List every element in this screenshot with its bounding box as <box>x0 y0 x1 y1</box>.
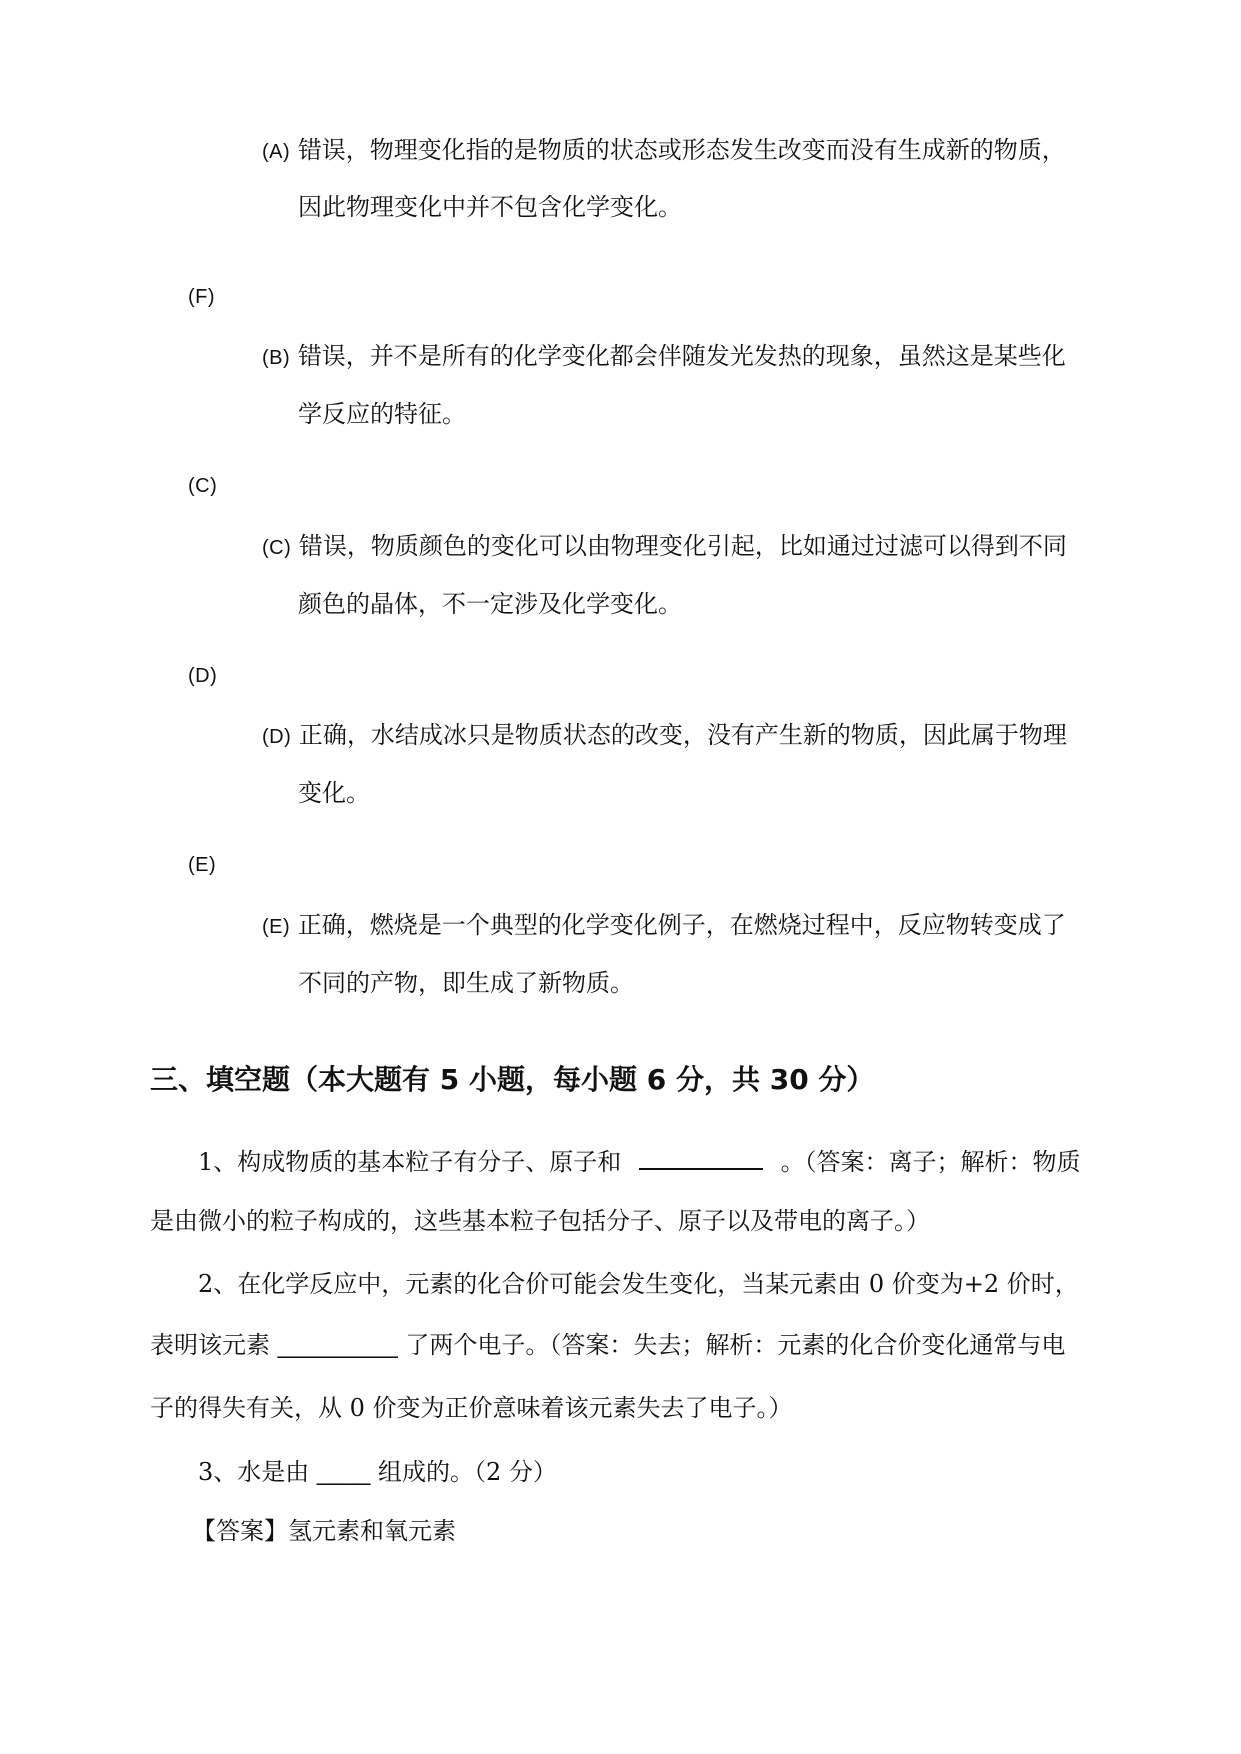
marker-c: (C) <box>188 475 218 497</box>
q2-suffix: 了两个电子。（答案：失去；解析：元素的化合价变化通常与电 <box>405 1331 1066 1359</box>
q2-line-1: 2、在化学反应中，元素的化合价可能会发生变化，当某元素由 0 价变为+2 价时， <box>198 1270 1079 1298</box>
q2-line-3: 子的得失有关，从 0 价变为正价意味着该元素失去了电子。） <box>150 1394 793 1422</box>
marker-d: (D) <box>188 665 218 687</box>
q3-prefix: 3、水是由 <box>198 1458 310 1486</box>
option-d-label: (D) <box>262 726 292 748</box>
q2-blank: _________ <box>277 1332 398 1359</box>
option-b-text-1: 错误，并不是所有的化学变化都会伴随发光发热的现象，虽然这是某些化 <box>297 342 1066 370</box>
option-e-text-1: 正确，燃烧是一个典型的化学变化例子，在燃烧过程中，反应物转变成了 <box>297 911 1066 939</box>
q3-answer: 【答案】氢元素和氧元素 <box>192 1517 456 1545</box>
option-e-label: (E) <box>262 916 291 938</box>
option-c-line-1 <box>262 530 1067 564</box>
q1-blank <box>639 1146 763 1170</box>
q1-line-1 <box>198 1146 1081 1178</box>
option-d-text-1: 正确，水结成冰只是物质状态的改变，没有产生新的物质，因此属于物理 <box>298 721 1067 749</box>
option-c-text-1: 错误，物质颜色的变化可以由物理变化引起，比如通过过滤可以得到不同 <box>298 532 1067 560</box>
option-a-line-2: 因此物理变化中并不包含化学变化。 <box>298 193 682 221</box>
option-d-line-1 <box>262 719 1067 753</box>
q1-suffix: 。（答案：离子；解析：物质 <box>780 1148 1081 1176</box>
q3-blank: ____ <box>316 1459 371 1486</box>
q3-line <box>198 1456 557 1489</box>
marker-f: (F) <box>188 286 216 308</box>
option-c-label: (C) <box>262 537 292 559</box>
option-a-text-1: 错误，物理变化指的是物质的状态或形态发生改变而没有生成新的物质， <box>297 136 1066 164</box>
option-a-line-1 <box>262 134 1066 168</box>
q2-line-2 <box>150 1329 1065 1362</box>
option-b-line-1 <box>262 340 1066 374</box>
section-3-title: 三、填空题（本大题有 5 小题，每小题 6 分，共 30 分） <box>150 1063 875 1096</box>
q1-line-2: 是由微小的粒子构成的，这些基本粒子包括分子、原子以及带电的离子。） <box>150 1207 930 1235</box>
option-e-line-1 <box>262 909 1066 943</box>
q1-prefix: 1、构成物质的基本粒子有分子、原子和 <box>198 1148 622 1176</box>
option-b-label: (B) <box>262 347 291 369</box>
option-a-label: (A) <box>262 141 291 163</box>
option-d-line-2: 变化。 <box>298 779 370 807</box>
option-e-line-2: 不同的产物，即生成了新物质。 <box>298 969 634 997</box>
marker-e: (E) <box>188 854 217 876</box>
q3-suffix: 组成的。（2 分） <box>377 1458 557 1486</box>
option-b-line-2: 学反应的特征。 <box>298 400 466 428</box>
q2-prefix: 表明该元素 <box>150 1331 270 1359</box>
option-c-line-2: 颜色的晶体，不一定涉及化学变化。 <box>298 590 682 618</box>
